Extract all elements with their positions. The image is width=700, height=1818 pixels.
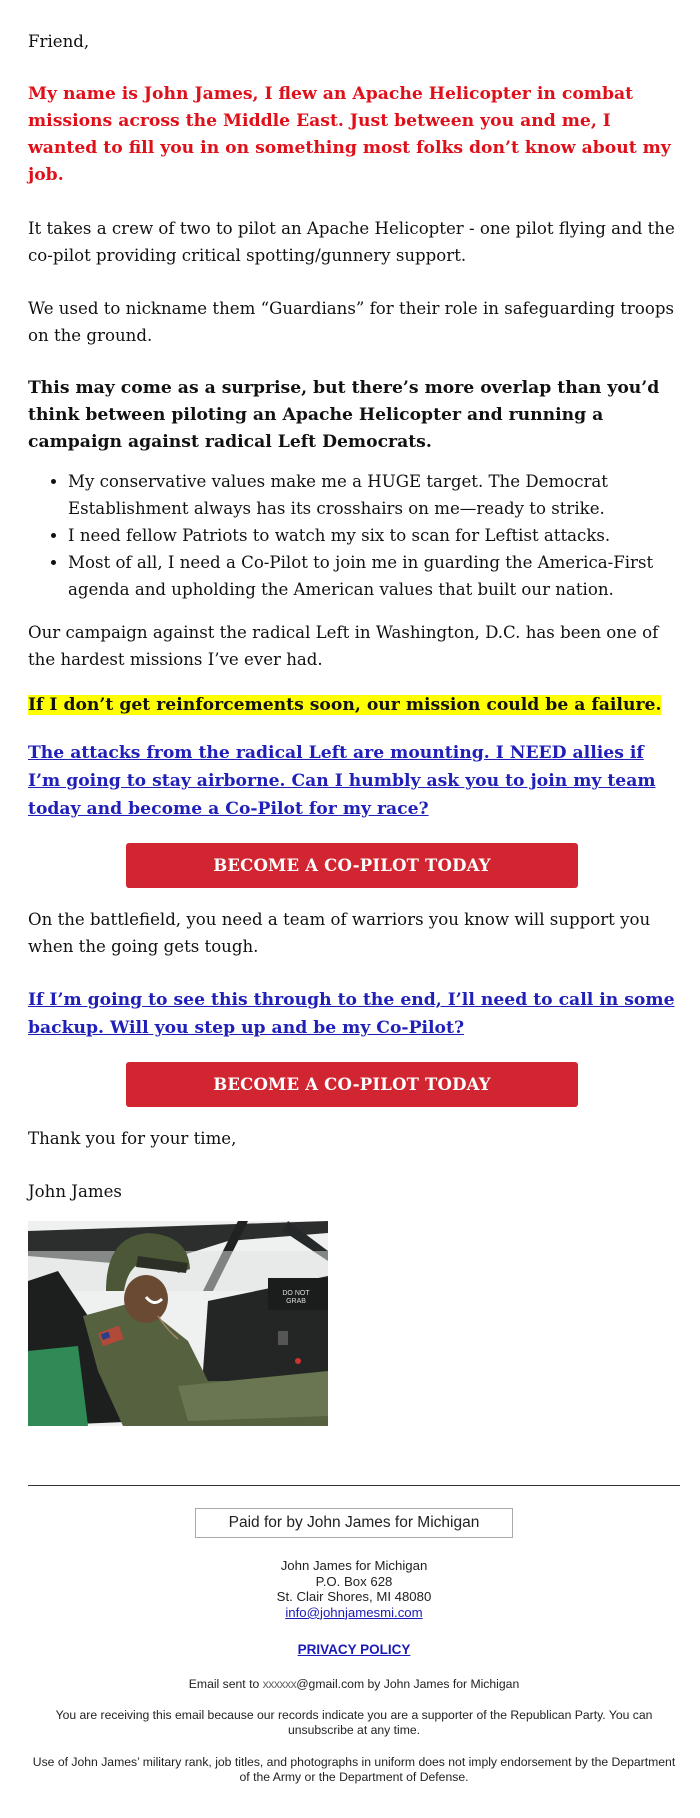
privacy-policy-link[interactable]: PRIVACY POLICY xyxy=(297,1642,411,1658)
list-item: • My conservative values make me a HUGE target. The Democrat Establishment always has its crosshairs on me—ready to strike. xyxy=(68,468,676,522)
signature: John James xyxy=(28,1182,122,1201)
footer-divider xyxy=(28,1485,680,1486)
svg-text:GRAB: GRAB xyxy=(286,1298,306,1305)
paid-for-box: Paid for by John James for Michigan xyxy=(195,1508,513,1538)
guardians-paragraph: We used to nickname them “Guardians” for their role in safeguarding troops on the ground. xyxy=(28,299,674,345)
email-body xyxy=(28,28,676,1231)
become-copilot-button-2[interactable]: BECOME A CO-PILOT TODAY xyxy=(126,1062,578,1107)
mailing-address xyxy=(28,1558,680,1620)
cta-link-allies[interactable]: The attacks from the radical Left are mounting. I NEED allies if I’m going to stay airborne. Can I humbly ask you to join my team today and become a Co-Pilot for my race? xyxy=(28,743,656,819)
sent-to-notice: Email sent to xxxxxx@gmail.com by John James for Michigan xyxy=(188,1677,520,1692)
masked-recipient: xxxxxx xyxy=(262,1677,297,1692)
address-po-box: P.O. Box 628 xyxy=(315,1573,393,1589)
closing: Thank you for your time, xyxy=(28,1129,237,1148)
reasons-list xyxy=(28,468,676,603)
list-item: • I need fellow Patriots to watch my six to scan for Leftist attacks. xyxy=(68,522,676,549)
cta-paragraph-1 xyxy=(28,739,676,823)
intro-red-paragraph: My name is John James, I flew an Apache Helicopter in combat missions across the Middle East. Just between you and me, I wanted to fill you in on something most folks don’t know about my job. xyxy=(28,84,671,185)
crew-paragraph: It takes a crew of two to pilot an Apache Helicopter - one pilot flying and the co-pilot providing critical spotting/gunnery support. xyxy=(28,219,675,265)
button-row-2 xyxy=(28,1062,676,1107)
do-not-grab-label: DO NOT xyxy=(282,1290,310,1297)
become-copilot-button[interactable]: BECOME A CO-PILOT TODAY xyxy=(126,843,578,888)
cta-link-backup[interactable]: If I’m going to see this through to the end, I’ll need to call in some backup. Will you step up and be my Co-Pilot? xyxy=(28,990,675,1038)
greeting: Friend, xyxy=(28,32,90,51)
cta-paragraph-2 xyxy=(28,986,676,1042)
overlap-paragraph: This may come as a surprise, but there’s more overlap than you’d think between piloting an Apache Helicopter and running a campaign against radical Left Democrats. xyxy=(28,378,660,452)
receiving-notice: You are receiving this email because our records indicate you are a supporter of the Republican Party. You can unsubscribe at any time. xyxy=(55,1707,653,1738)
military-disclaimer: Use of John James’ military rank, job titles, and photographs in uniform does not imply endorsement by the Department of the Army or the Department of Defense. xyxy=(32,1754,676,1785)
highlight-paragraph xyxy=(28,691,676,719)
highlighted-text: If I don’t get reinforcements soon, our mission could be a failure. xyxy=(28,695,662,715)
battlefield-paragraph: On the battlefield, you need a team of warriors you know will support you when the going gets tough. xyxy=(28,910,651,956)
privacy-row xyxy=(28,1642,680,1657)
pilot-photo xyxy=(28,1221,328,1426)
address-name: John James for Michigan xyxy=(280,1558,428,1573)
campaign-paragraph: Our campaign against the radical Left in Washington, D.C. has been one of the hardest missions I’ve ever had. xyxy=(28,623,659,669)
address-city: St. Clair Shores, MI 48080 xyxy=(276,1589,432,1605)
button-row-1 xyxy=(28,843,676,888)
email-footer xyxy=(28,1485,680,1786)
contact-email-link[interactable]: info@johnjamesmi.com xyxy=(285,1604,423,1620)
list-item: • Most of all, I need a Co-Pilot to join me in guarding the America-First agenda and upholding the American values that built our nation. xyxy=(68,549,676,603)
